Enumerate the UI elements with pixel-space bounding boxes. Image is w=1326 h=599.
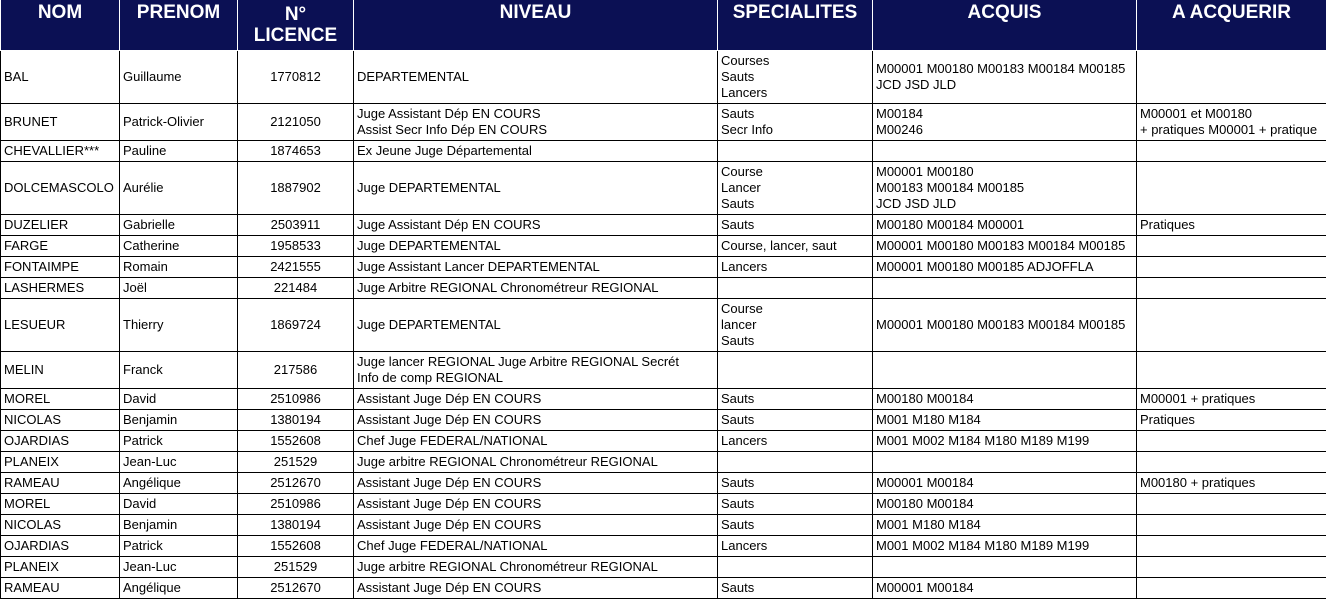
cell-niveau: Assistant Juge Dép EN COURS bbox=[354, 578, 718, 599]
cell-prenom: Romain bbox=[120, 257, 238, 278]
cell-nom: MOREL bbox=[1, 389, 120, 410]
table-row bbox=[1, 515, 1326, 536]
cell-prenom: Angélique bbox=[120, 473, 238, 494]
cell-niveau: Juge DEPARTEMENTAL bbox=[354, 162, 718, 215]
cell-licence: 1869724 bbox=[238, 299, 354, 352]
cell-prenom: Franck bbox=[120, 352, 238, 389]
cell-prenom: Thierry bbox=[120, 299, 238, 352]
cell-a-acquerir bbox=[1137, 557, 1326, 578]
cell-prenom: David bbox=[120, 389, 238, 410]
cell-licence: 2510986 bbox=[238, 494, 354, 515]
cell-specialites: Course lancer Sauts bbox=[718, 299, 873, 352]
cell-acquis: M00001 M00180 M00183 M00184 M00185 JCD JSD JLD bbox=[873, 51, 1137, 104]
cell-specialites bbox=[718, 352, 873, 389]
cell-niveau: Assistant Juge Dép EN COURS bbox=[354, 473, 718, 494]
cell-niveau: Juge arbitre REGIONAL Chronométreur REGIONAL bbox=[354, 452, 718, 473]
cell-nom: BAL bbox=[1, 51, 120, 104]
cell-acquis bbox=[873, 278, 1137, 299]
cell-licence: 1874653 bbox=[238, 141, 354, 162]
cell-prenom: Angélique bbox=[120, 578, 238, 599]
cell-nom: FARGE bbox=[1, 236, 120, 257]
table-row bbox=[1, 578, 1326, 599]
cell-a-acquerir bbox=[1137, 515, 1326, 536]
cell-nom: OJARDIAS bbox=[1, 431, 120, 452]
cell-acquis bbox=[873, 352, 1137, 389]
cell-niveau: Juge DEPARTEMENTAL bbox=[354, 236, 718, 257]
cell-a-acquerir bbox=[1137, 536, 1326, 557]
cell-niveau: Juge DEPARTEMENTAL bbox=[354, 299, 718, 352]
cell-licence: 221484 bbox=[238, 278, 354, 299]
cell-nom: NICOLAS bbox=[1, 410, 120, 431]
table-row bbox=[1, 236, 1326, 257]
cell-a-acquerir bbox=[1137, 578, 1326, 599]
cell-licence: 2512670 bbox=[238, 578, 354, 599]
cell-licence: 217586 bbox=[238, 352, 354, 389]
cell-a-acquerir bbox=[1137, 162, 1326, 215]
cell-a-acquerir: Pratiques bbox=[1137, 215, 1326, 236]
cell-prenom: Benjamin bbox=[120, 410, 238, 431]
cell-specialites: Lancers bbox=[718, 536, 873, 557]
cell-acquis: M00001 M00180 M00185 ADJOFFLA bbox=[873, 257, 1137, 278]
cell-prenom: Joël bbox=[120, 278, 238, 299]
cell-specialites: Sauts bbox=[718, 410, 873, 431]
header-row bbox=[1, 0, 1326, 51]
cell-licence: 1380194 bbox=[238, 410, 354, 431]
table-row bbox=[1, 452, 1326, 473]
cell-specialites bbox=[718, 278, 873, 299]
table-row bbox=[1, 257, 1326, 278]
table-row bbox=[1, 410, 1326, 431]
cell-prenom: David bbox=[120, 494, 238, 515]
table-row bbox=[1, 141, 1326, 162]
cell-nom: MELIN bbox=[1, 352, 120, 389]
cell-specialites: Courses Sauts Lancers bbox=[718, 51, 873, 104]
cell-licence: 1380194 bbox=[238, 515, 354, 536]
cell-licence: 2510986 bbox=[238, 389, 354, 410]
cell-niveau: Assistant Juge Dép EN COURS bbox=[354, 389, 718, 410]
cell-nom: DUZELIER bbox=[1, 215, 120, 236]
cell-niveau: DEPARTEMENTAL bbox=[354, 51, 718, 104]
cell-acquis: M001 M180 M184 bbox=[873, 410, 1137, 431]
table-row bbox=[1, 431, 1326, 452]
cell-a-acquerir bbox=[1137, 278, 1326, 299]
cell-licence: 1552608 bbox=[238, 536, 354, 557]
cell-prenom: Gabrielle bbox=[120, 215, 238, 236]
header-licence: N° LICENCE bbox=[238, 0, 354, 51]
table-row bbox=[1, 299, 1326, 352]
header-prenom: PRENOM bbox=[120, 0, 238, 51]
cell-licence: 2121050 bbox=[238, 104, 354, 141]
table-body bbox=[1, 51, 1326, 599]
header-acquis: ACQUIS bbox=[873, 0, 1137, 51]
cell-acquis bbox=[873, 141, 1137, 162]
cell-licence: 251529 bbox=[238, 452, 354, 473]
cell-specialites bbox=[718, 557, 873, 578]
cell-licence: 251529 bbox=[238, 557, 354, 578]
cell-specialites: Sauts Secr Info bbox=[718, 104, 873, 141]
cell-niveau: Juge Arbitre REGIONAL Chronométreur REGIONAL bbox=[354, 278, 718, 299]
table-row bbox=[1, 536, 1326, 557]
cell-a-acquerir bbox=[1137, 494, 1326, 515]
table-row bbox=[1, 215, 1326, 236]
cell-a-acquerir bbox=[1137, 352, 1326, 389]
cell-specialites: Course Lancer Sauts bbox=[718, 162, 873, 215]
cell-nom: MOREL bbox=[1, 494, 120, 515]
cell-acquis: M00184 M00246 bbox=[873, 104, 1137, 141]
cell-prenom: Benjamin bbox=[120, 515, 238, 536]
cell-licence: 2421555 bbox=[238, 257, 354, 278]
cell-niveau: Juge lancer REGIONAL Juge Arbitre REGIONAL Secrét Info de comp REGIONAL bbox=[354, 352, 718, 389]
cell-a-acquerir: M00001 et M00180 + pratiques M00001 + pratique bbox=[1137, 104, 1326, 141]
cell-licence: 1552608 bbox=[238, 431, 354, 452]
cell-acquis: M00001 M00180 M00183 M00184 M00185 JCD JSD JLD bbox=[873, 162, 1137, 215]
table-row bbox=[1, 473, 1326, 494]
cell-niveau: Juge arbitre REGIONAL Chronométreur REGIONAL bbox=[354, 557, 718, 578]
cell-acquis: M00001 M00180 M00183 M00184 M00185 bbox=[873, 299, 1137, 352]
cell-niveau: Assistant Juge Dép EN COURS bbox=[354, 494, 718, 515]
cell-acquis: M001 M002 M184 M180 M189 M199 bbox=[873, 431, 1137, 452]
cell-specialites: Lancers bbox=[718, 257, 873, 278]
cell-nom: CHEVALLIER*** bbox=[1, 141, 120, 162]
cell-specialites: Sauts bbox=[718, 389, 873, 410]
cell-acquis bbox=[873, 452, 1137, 473]
cell-specialites: Lancers bbox=[718, 431, 873, 452]
cell-niveau: Ex Jeune Juge Départemental bbox=[354, 141, 718, 162]
table-row bbox=[1, 104, 1326, 141]
table-row bbox=[1, 389, 1326, 410]
cell-a-acquerir bbox=[1137, 141, 1326, 162]
cell-acquis bbox=[873, 557, 1137, 578]
table-row bbox=[1, 557, 1326, 578]
cell-acquis: M00001 M00184 bbox=[873, 578, 1137, 599]
cell-nom: PLANEIX bbox=[1, 452, 120, 473]
cell-prenom: Jean-Luc bbox=[120, 557, 238, 578]
cell-prenom: Pauline bbox=[120, 141, 238, 162]
table-row bbox=[1, 494, 1326, 515]
cell-nom: FONTAIMPE bbox=[1, 257, 120, 278]
cell-a-acquerir bbox=[1137, 236, 1326, 257]
cell-licence: 1958533 bbox=[238, 236, 354, 257]
cell-acquis: M00180 M00184 M00001 bbox=[873, 215, 1137, 236]
cell-niveau: Juge Assistant Dép EN COURS bbox=[354, 215, 718, 236]
cell-nom: OJARDIAS bbox=[1, 536, 120, 557]
cell-niveau: Juge Assistant Lancer DEPARTEMENTAL bbox=[354, 257, 718, 278]
header-a-acquerir: A ACQUERIR bbox=[1137, 0, 1326, 51]
cell-nom: RAMEAU bbox=[1, 578, 120, 599]
cell-specialites: Sauts bbox=[718, 578, 873, 599]
header-niveau: NIVEAU bbox=[354, 0, 718, 51]
cell-prenom: Patrick bbox=[120, 431, 238, 452]
cell-a-acquerir bbox=[1137, 51, 1326, 104]
cell-nom: RAMEAU bbox=[1, 473, 120, 494]
cell-acquis: M001 M002 M184 M180 M189 M199 bbox=[873, 536, 1137, 557]
cell-specialites: Sauts bbox=[718, 473, 873, 494]
cell-a-acquerir: M00001 + pratiques bbox=[1137, 389, 1326, 410]
cell-niveau: Chef Juge FEDERAL/NATIONAL bbox=[354, 431, 718, 452]
table-row bbox=[1, 278, 1326, 299]
cell-acquis: M001 M180 M184 bbox=[873, 515, 1137, 536]
cell-prenom: Catherine bbox=[120, 236, 238, 257]
cell-a-acquerir: M00180 + pratiques bbox=[1137, 473, 1326, 494]
cell-nom: DOLCEMASCOLO bbox=[1, 162, 120, 215]
cell-a-acquerir bbox=[1137, 257, 1326, 278]
cell-specialites bbox=[718, 452, 873, 473]
cell-a-acquerir bbox=[1137, 431, 1326, 452]
cell-specialites: Sauts bbox=[718, 494, 873, 515]
cell-acquis: M00180 M00184 bbox=[873, 494, 1137, 515]
cell-licence: 2503911 bbox=[238, 215, 354, 236]
header-nom: NOM bbox=[1, 0, 120, 51]
cell-specialites: Sauts bbox=[718, 215, 873, 236]
cell-acquis: M00001 M00180 M00183 M00184 M00185 bbox=[873, 236, 1137, 257]
cell-prenom: Jean-Luc bbox=[120, 452, 238, 473]
cell-prenom: Patrick-Olivier bbox=[120, 104, 238, 141]
cell-prenom: Guillaume bbox=[120, 51, 238, 104]
cell-specialites: Course, lancer, saut bbox=[718, 236, 873, 257]
cell-niveau: Juge Assistant Dép EN COURS Assist Secr Info Dép EN COURS bbox=[354, 104, 718, 141]
cell-licence: 1770812 bbox=[238, 51, 354, 104]
cell-prenom: Aurélie bbox=[120, 162, 238, 215]
table-row bbox=[1, 162, 1326, 215]
table-row bbox=[1, 51, 1326, 104]
cell-nom: PLANEIX bbox=[1, 557, 120, 578]
cell-nom: BRUNET bbox=[1, 104, 120, 141]
cell-a-acquerir bbox=[1137, 452, 1326, 473]
table-row bbox=[1, 352, 1326, 389]
cell-niveau: Chef Juge FEDERAL/NATIONAL bbox=[354, 536, 718, 557]
cell-specialites bbox=[718, 141, 873, 162]
cell-niveau: Assistant Juge Dép EN COURS bbox=[354, 515, 718, 536]
cell-niveau: Assistant Juge Dép EN COURS bbox=[354, 410, 718, 431]
cell-licence: 1887902 bbox=[238, 162, 354, 215]
cell-prenom: Patrick bbox=[120, 536, 238, 557]
cell-acquis: M00180 M00184 bbox=[873, 389, 1137, 410]
cell-nom: LESUEUR bbox=[1, 299, 120, 352]
cell-a-acquerir bbox=[1137, 299, 1326, 352]
cell-nom: NICOLAS bbox=[1, 515, 120, 536]
cell-specialites: Sauts bbox=[718, 515, 873, 536]
cell-a-acquerir: Pratiques bbox=[1137, 410, 1326, 431]
header-specialites: SPECIALITES bbox=[718, 0, 873, 51]
cell-licence: 2512670 bbox=[238, 473, 354, 494]
cell-nom: LASHERMES bbox=[1, 278, 120, 299]
cell-acquis: M00001 M00184 bbox=[873, 473, 1137, 494]
